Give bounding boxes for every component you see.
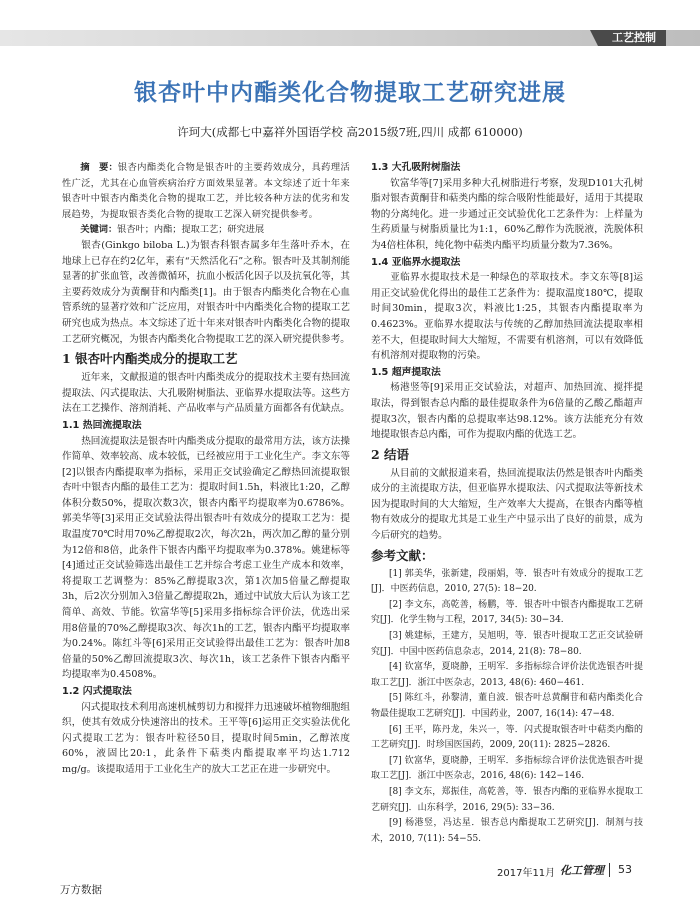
section-1-3-paragraph: 钦富华等[7]采用多种大孔树脂进行考察，发现D101大孔树脂对银杏黄酮苷和萜类内酯的综合吸附性能最好，适用于其提取物的分离纯化。进一步通过正交试验优化工艺条件为：上样量为生药质量与树脂质量比为1:1，60%乙醇作为洗脱液，洗脱体积为4倍柱体积，纯化物中萜类内酯平均质量分数为7.36%。 <box>371 177 643 251</box>
reference-item: [6] 王平，陈丹龙，朱兴一，等．闪式提取银杏叶中萜类内酯的工艺研究[J]．时珍国医国药，2009, 20(11): 2825−2826. <box>371 724 643 751</box>
section-1-5-paragraph: 杨港竖等[9]采用正交试验法，对超声、加热回流、搅拌提取法，得到银杏总内酯的最佳提取条件为6倍量的乙酸乙酯超声提取3次，银杏内酯的总提取率达98.12%。该方法能充分有效地提取银杏总内酯，可作为提取内酯的优选工艺。 <box>371 382 643 441</box>
article-title: 银杏叶中内酯类化合物提取工艺研究进展 <box>134 80 566 106</box>
page-number: 53 <box>618 863 632 876</box>
section-1-5-heading: 1.5 超声提取法 <box>371 366 441 378</box>
issue-date: 2017年11月 <box>497 868 556 879</box>
section-1-2-paragraph: 闪式提取技术利用高速机械剪切力和搅拌力迅速破坏植物细胞组织，使其有效成分快速溶出的技术。王平等[6]运用正交实验法优化闪式提取工艺为：银杏叶粒径50目，提取时间5min，乙醇浓度60%，液固比20:1，此条件下萜类内酯提取率平均达1.712 mg/g。该提取适用于工业化生产的放大工艺正在进一步研究中。 <box>62 701 350 775</box>
abstract-text: 银杏内酯类化合物是银杏叶的主要药效成分，具药理活性广泛，尤其在心血管疾病治疗方面效果显著。本文综述了近十年来银杏叶中银杏内酯类化合物的提取工艺，并比较各种方法的优劣和发展趋势，为提取银杏类化合物的提取工艺深入研究提供参考。 <box>62 162 350 220</box>
reference-item: [4] 钦富华，夏晓静，王明军．多指标综合评价法优选银杏叶提取工艺[J]．浙江中医杂志，2013, 48(6): 460−461. <box>371 662 643 688</box>
keywords-label: 关键词： <box>80 224 118 236</box>
section-1-heading: 1 银杏叶内酯类成分的提取工艺 <box>62 351 238 367</box>
footer-divider <box>609 863 610 877</box>
section-1-1-paragraph: 热回流提取法是银杏叶内酯类成分提取的最常用方法，该方法操作简单、效率较高、成本较低，已经被应用于工业化生产。李文东等[2]以银杏内酯提取率为指标，采用正交试验确定乙醇热回流提取银杏叶中银杏内酯的最佳工艺为：提取时间1.5h，料液比1:20，乙醇体积分数50%，提取次数3次，银杏内酯平均提取率为0.6786%。郭美华等[3]采用正交试验法得出银杏叶有效成分的提取工艺为：提取温度70℃时用70%乙醇提取2次，每次2h，两次加乙醇的量分别为12倍和8倍，此条件下银杏内酯平均提取率为0.378%。姚建标等[4]通过正交试验筛选出最佳工艺并综合考虑工业生产成本和效率，将提取工艺调整为：85%乙醇提取3次，第1次加5倍量乙醇提取3h，后2次分别加入3倍量乙醇提取2h，通过中试放大后认为该工艺简单、高效、节能。钦富华等[5]采用多指标综合评价法，优选出采用8倍量的70%乙醇提取3次、每次1h的工艺，银杏内酯平均提取率为0.24%。陈红斗等[6]采用正交试验得出最佳工艺为：银杏叶加8倍量的50%乙醇回流提取3次、每次1h，该工艺条件下银杏内酯平均提取率为0.4508%。 <box>62 435 350 681</box>
section-2-paragraph: 从目前的文献报道来看，热回流提取法仍然是银杏叶内酯类成分的主流提取方法，但亚临界水提取法、闪式提取法等新技术因为提取时间的大大缩短，生产效率大大提高，在银杏内酯等植物有效成分的提取尤其是工业生产中显示出了良好的前景，成为今后研究的趋势。 <box>371 467 643 542</box>
section-header-band <box>0 30 700 46</box>
reference-item: [5] 陈红斗，孙黎清，董自波．银杏叶总黄酮苷和萜内酯类化合物最佳提取工艺研究[J]．中国药业，2007, 16(14): 47−48. <box>371 693 643 719</box>
intro-paragraph: 银杏(Ginkgo biloba L.)为银杏科银杏属多年生落叶乔木，在地球上已存在约2亿年，素有“天然活化石”之称。银杏叶及其制剂能显著的扩张血管，改善微循环，抗血小板活化因子以及抗氧化等，其主要药效成分为黄酮苷和内酯类[1]。由于银杏内酯类化合物在心血管系统的显著疗效和广泛应用，对银杏叶中内酯类化合物的提取工艺研究也成为热点。本文综述了近十年来对银杏叶内酯类化合物的提取工艺研究概况，为银杏内酯类化合物提取工艺的深入研究提供参考。 <box>62 239 350 345</box>
section-1-1-heading: 1.1 热回流提取法 <box>62 419 142 431</box>
author-line: 许珂大(成都七中嘉祥外国语学校 高2015级7班,四川 成都 610000) <box>177 125 523 139</box>
keywords <box>62 222 350 238</box>
reference-item: [1] 郭美华，张新建，段丽娟，等．银杏叶有效成分的提取工艺[J]．中医药信息，2010, 27(5): 18−20. <box>371 568 643 595</box>
database-watermark: 万方数据 <box>60 884 102 896</box>
abstract <box>62 160 350 222</box>
page-footer <box>372 862 662 880</box>
reference-item: [7] 钦富华，夏晓静，王明军．多指标综合评价法优选银杏叶提取工艺[J]．浙江中医杂志，2016, 48(6): 142−146. <box>371 755 643 782</box>
section-1-4-heading: 1.4 亚临界水提取法 <box>371 256 461 268</box>
references-heading: 参考文献： <box>371 547 434 563</box>
section-1-3-heading: 1.3 大孔吸附树脂法 <box>371 162 461 173</box>
reference-item: [3] 姚建标，王建方，吴旭明，等．银杏叶提取工艺正交试验研究[J]．中国中医药信息杂志，2014, 21(8): 78−80. <box>371 631 643 657</box>
section-1-2-heading: 1.2 闪式提取法 <box>62 686 132 697</box>
left-column <box>62 160 350 778</box>
reference-item: [9] 杨港竖，冯达星．银杏总内酯提取工艺研究[J]．制剂与技术，2010, 7(11): 54−55. <box>371 818 643 844</box>
section-label: 工艺控制 <box>598 30 666 46</box>
section-2-heading: 2 结语 <box>371 446 410 462</box>
section-1-4-paragraph: 亚临界水提取技术是一种绿色的萃取技术。李文东等[8]运用正交试验优化得出的最佳工艺条件为：提取温度180℃，提取时间30min，提取3次，料液比1:25，其银杏内酯提取率为0.4623%。亚临界水提取法与传统的乙醇加热回流法提取率相差不大，但提取时间大大缩短，不需要有机溶剂，可以有效降低有机溶剂对提取物的污染。 <box>371 272 643 362</box>
reference-item: [2] 李文东，高乾善，杨鹏，等．银杏叶中银杏内酯提取工艺研究[J]．化学生物与工程，2017, 34(5): 30−34. <box>371 599 643 626</box>
journal-name: 化工管理 <box>560 864 604 877</box>
keywords-text: 银杏叶；内酯；提取工艺；研究进展 <box>117 224 265 236</box>
reference-item: [8] 李文东，郑振佳，高乾善，等．银杏内酯的亚临界水提取工艺研究[J]．山东科学，2016, 29(5): 33−36. <box>371 786 643 813</box>
right-column <box>371 160 643 847</box>
abstract-label: 摘 要： <box>80 162 118 173</box>
references-list <box>371 567 643 848</box>
section-1-paragraph: 近年来，文献报道的银杏叶内酯类成分的提取技术主要有热回流提取法、闪式提取法、大孔吸附树脂法、亚临界水提取法等。这些方法在工艺操作、溶剂消耗、产品收率与产品质量方面都各有优缺点。 <box>62 372 350 415</box>
